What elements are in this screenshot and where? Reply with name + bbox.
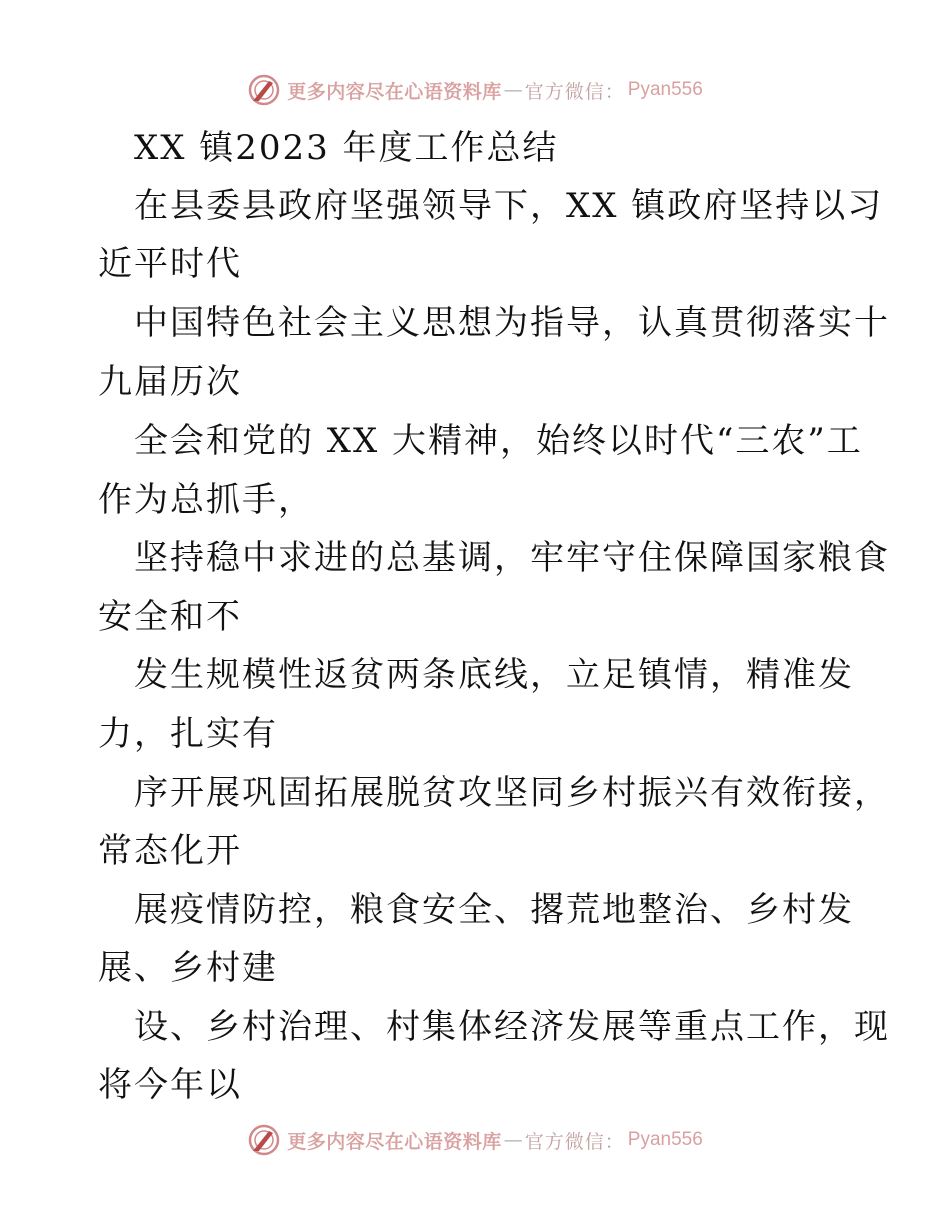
text-line: 安全和不	[98, 597, 242, 637]
text-line: 中国特色社会主义思想为指导，认真贯彻落实十	[134, 303, 890, 343]
text-line: 发生规模性返贫两条底线，立足镇情，精准发	[134, 655, 854, 695]
text-line: 序开展巩固拓展脱贫攻坚同乡村振兴有效衔接，	[134, 773, 890, 813]
text-line: 力，扎实有	[98, 714, 278, 754]
text-line: 常态化开	[98, 831, 242, 871]
watermark-official-label: 官方微信	[524, 1130, 605, 1153]
text-line: 坚持稳中求进的总基调，牢牢守住保障国家粮食	[134, 538, 890, 578]
watermark-wechat-id: Pyan556	[627, 1129, 703, 1150]
text-line: 设、乡村治理、村集体经济发展等重点工作，现	[134, 1007, 890, 1047]
watermark-colon: ：	[604, 1130, 624, 1153]
quill-logo-icon	[247, 1123, 281, 1157]
text-line: 展疫情防控，粮食安全、撂荒地整治、乡村发	[134, 890, 854, 930]
text-line: 将今年以	[98, 1065, 242, 1105]
document-title: XX 镇2023 年度工作总结	[134, 128, 559, 168]
watermark-banner-bottom	[0, 1118, 950, 1162]
watermark-dash: —	[503, 1129, 523, 1151]
text-line: 九届历次	[98, 362, 242, 402]
text-line: 在县委县政府坚强领导下，XX 镇政府坚持以习	[134, 186, 884, 226]
watermark-banner-top	[0, 68, 950, 112]
text-line: 全会和党的 XX 大精神，始终以时代“三农”工	[134, 421, 863, 461]
watermark-official-label: 官方微信	[524, 80, 605, 103]
watermark-colon: ：	[604, 80, 624, 103]
watermark-wechat-id: Pyan556	[627, 79, 703, 100]
watermark-main-text: 更多内容尽在心语资料库	[287, 80, 502, 103]
text-line: 展、乡村建	[98, 948, 278, 988]
text-line: 近平时代	[98, 244, 242, 284]
watermark-main-text: 更多内容尽在心语资料库	[287, 1130, 502, 1153]
quill-logo-icon	[247, 73, 281, 107]
watermark-dash: —	[503, 79, 523, 101]
text-line: 作为总抓手，	[98, 480, 314, 520]
